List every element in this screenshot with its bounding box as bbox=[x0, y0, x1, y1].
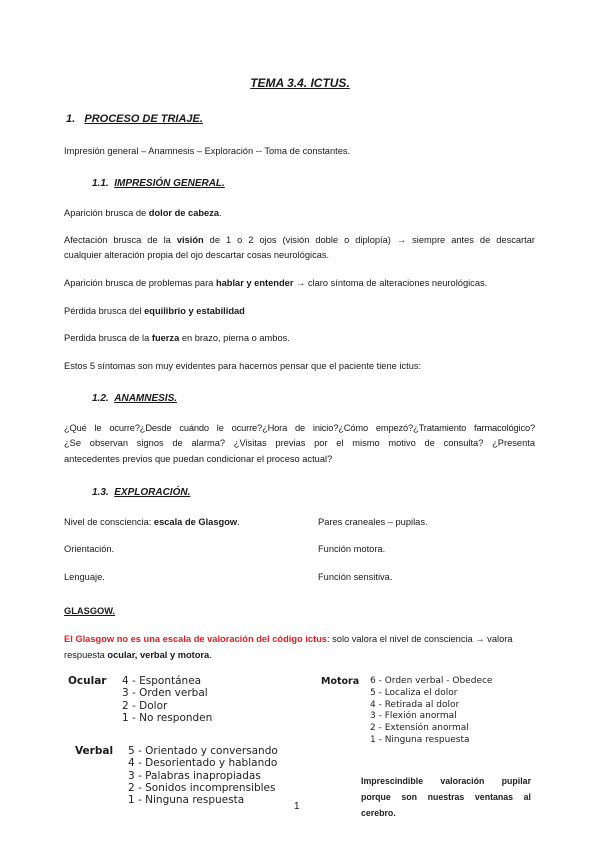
page-number: 1 bbox=[294, 801, 300, 812]
list-item: 4 - Retirada al dolor bbox=[370, 699, 460, 710]
symptom-vision-line2: cualquier alteración propia del ojo descartar cosas neurológicas. bbox=[64, 250, 330, 260]
symptom-vision-line1: Afectación brusca de la visión de 1 o 2 ojos (visión doble o diplopía) → siempre antes de descartar bbox=[64, 235, 535, 245]
section-1-heading bbox=[66, 113, 203, 125]
section-1-3-title: EXPLORACIÓN. bbox=[114, 487, 191, 498]
section-1-2-heading bbox=[92, 393, 177, 404]
list-item: 4 - Desorientado y hablando bbox=[128, 757, 278, 770]
list-item: 3 - Palabras inapropiadas bbox=[128, 769, 261, 782]
list-item: 6 - Orden verbal - Obedece bbox=[370, 676, 493, 686]
glasgow-heading: GLASGOW. bbox=[64, 606, 116, 616]
anamnesis-line3: antecedentes previos que puedan condicionar el proceso actual? bbox=[64, 454, 333, 464]
anamnesis-line1: ¿Qué le ocurre?¿Desde cuándo le ocurre?¿Hora de inicio?¿Cómo empezó?¿Tratamiento farmacológico? bbox=[64, 423, 535, 433]
glasgow-verbal-list bbox=[128, 745, 278, 806]
section-1-3-heading bbox=[92, 487, 190, 498]
section-1-1-number: 1.1. bbox=[92, 178, 109, 189]
pupil-note-line1: Imprescindible valoración pupilar bbox=[361, 776, 531, 786]
exploration-cranial-nerves: Pares craneales – pupilas. bbox=[318, 517, 428, 527]
list-item: 5 - Orientado y conversando bbox=[128, 745, 278, 757]
glasgow-motora-label: Motora bbox=[321, 676, 360, 687]
list-item: 2 - Extensión anormal bbox=[370, 723, 469, 734]
glasgow-intro-line1: El Glasgow no es una escala de valoración del código ictus: solo valora el nivel de consciencia → valora bbox=[64, 634, 513, 644]
list-item: 1 - Ninguna respuesta bbox=[128, 794, 245, 807]
list-item: 3 - Orden verbal bbox=[122, 687, 208, 700]
exploration-consciousness: Nivel de consciencia: escala de Glasgow. bbox=[64, 517, 240, 527]
exploration-orientation: Orientación. bbox=[64, 544, 115, 554]
symptom-balance: Pérdida brusca del equilibrio y estabilidad bbox=[64, 306, 245, 316]
glasgow-ocular-label: Ocular bbox=[68, 675, 107, 687]
list-item: 1 - No responden bbox=[122, 711, 213, 724]
section-1-number: 1. bbox=[66, 113, 76, 125]
pupil-note-line2: porque son nuestras ventanas al bbox=[361, 792, 531, 802]
list-item: 2 - Sonidos incomprensibles bbox=[128, 781, 276, 794]
glasgow-ocular-list bbox=[122, 675, 212, 724]
pupil-note-line3: cerebro. bbox=[361, 808, 396, 818]
list-item: 3 - Flexión anormal bbox=[370, 711, 457, 722]
glasgow-motora-list bbox=[370, 676, 492, 747]
section-1-1-heading bbox=[92, 178, 225, 189]
page-title: TEMA 3.4. ICTUS. bbox=[250, 76, 350, 90]
section-1-1-title: IMPRESIÓN GENERAL. bbox=[114, 178, 225, 189]
list-item: 1 - Ninguna respuesta bbox=[370, 734, 470, 745]
symptom-speech: Aparición brusca de problemas para hablar y entender → claro síntoma de alteraciones neurológicas. bbox=[64, 278, 488, 288]
section-1-2-number: 1.2. bbox=[92, 393, 109, 404]
section-1-2-title: ANAMNESIS. bbox=[114, 393, 178, 404]
section-1-summary: Impresión general – Anamnesis – Exploración -- Toma de constantes. bbox=[64, 146, 351, 156]
section-1-3-number: 1.3. bbox=[92, 487, 109, 498]
section-1-title: PROCESO DE TRIAJE. bbox=[84, 113, 203, 125]
anamnesis-line2: ¿Se observan signos de alarma? ¿Visitas previas por el mismo motivo de consulta? ¿Presenta bbox=[64, 438, 535, 448]
exploration-sensory: Función sensitiva. bbox=[318, 572, 393, 582]
glasgow-intro-line2: respuesta ocular, verbal y motora. bbox=[64, 650, 212, 660]
glasgow-verbal-label: Verbal bbox=[75, 745, 114, 757]
list-item: 4 - Espontánea bbox=[122, 675, 202, 687]
list-item: 2 - Dolor bbox=[122, 699, 168, 712]
exploration-language: Lenguaje. bbox=[64, 572, 105, 582]
symptom-headache: Aparición brusca de dolor de cabeza. bbox=[64, 208, 222, 218]
symptom-strength: Perdida brusca de la fuerza en brazo, pierna o ambos. bbox=[64, 333, 290, 343]
symptoms-summary: Estos 5 síntomas son muy evidentes para hacernos pensar que el paciente tiene ictus: bbox=[64, 361, 422, 371]
list-item: 5 - Localiza el dolor bbox=[370, 687, 458, 698]
exploration-motor: Función motora. bbox=[318, 544, 386, 554]
